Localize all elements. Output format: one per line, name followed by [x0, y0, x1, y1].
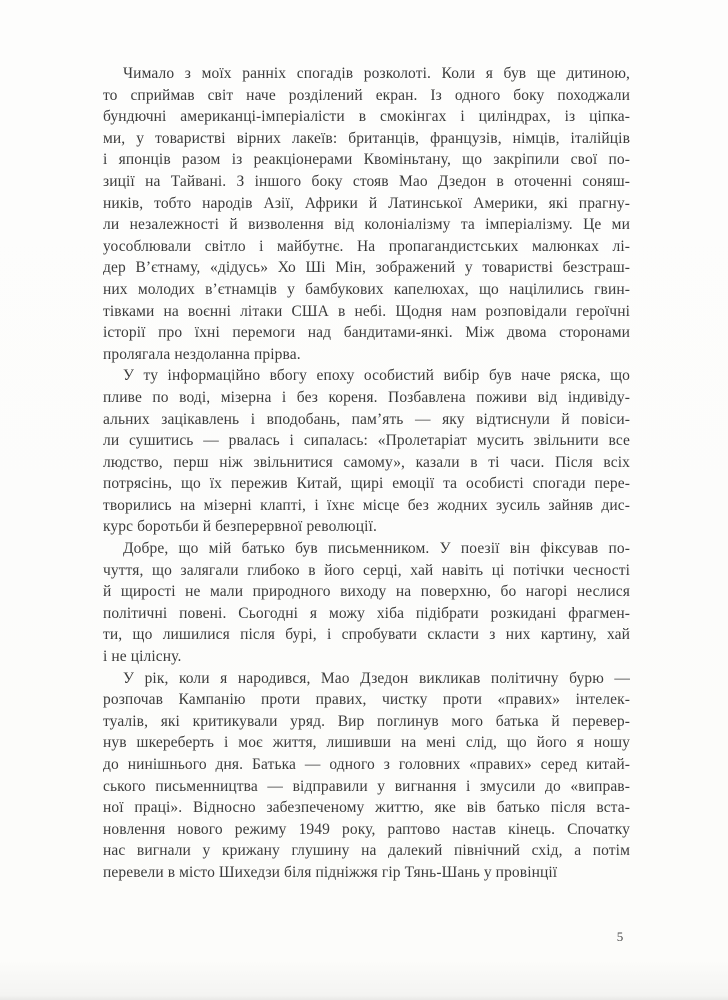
text-line: зиції на Тайвані. З іншого боку стояв Мао Дзедон в оточенні соняш-: [103, 172, 630, 190]
paragraph: [103, 668, 630, 884]
text-line: новлення нового режиму 1949 року, раптово настав кінець. Спочатку: [103, 820, 630, 838]
paragraph: [103, 538, 630, 668]
text-line: ми, у товаристві вірних лакеїв: британців, французів, німців, італійців: [103, 129, 630, 147]
text-line: ли незалежності й визволення від колоніалізму та імперіалізму. Це ми: [103, 216, 630, 234]
text-line: творились на мізерні клапті, і їхнє місце без жодних зусиль зайняв дис-: [103, 496, 630, 514]
text-line: Добре, що мій батько був письменником. У поезії він фіксував по-: [123, 540, 630, 558]
paragraph: [103, 63, 630, 365]
text-line: пролягала нездоланна прірва.: [103, 345, 301, 363]
text-line: чуття, що залягали глибоко в його серці, хай навіть ці потічки чесності: [103, 561, 630, 579]
text-line: розпочав Кампанію проти правих, чистку проти «правих» інтелек-: [103, 691, 630, 709]
text-line: й щирості не мали природного виходу на поверхню, бо нагорі неслися: [103, 583, 630, 601]
text-line: ського письменництва — відправили у вигнання і змусили до «виправ-: [103, 777, 630, 795]
text-line: У рік, коли я народився, Мао Дзедон викликав політичну бурю —: [123, 669, 630, 687]
text-line: нув шкереберть і моє життя, лишивши на мені слід, що його я ношу: [103, 734, 630, 752]
text-line: туалів, які критикували уряд. Вир поглинув мого батька й перевер-: [103, 712, 630, 730]
text-line: уособлювали світло і майбутнє. На пропагандистських малюнках лі-: [103, 237, 630, 255]
text-line: ної праці». Відносно забезпеченому життю, яке вів батько після вста-: [103, 799, 630, 817]
text-line: і не цілісну.: [103, 648, 182, 666]
text-line: людство, перш ніж звільнитися самому», казали в ті часи. Після всіх: [103, 453, 630, 471]
text-line: і японців разом із реакціонерами Квоміньтану, що закріпили свої по-: [103, 151, 630, 169]
text-line: альних зацікавлень і вподобань, пам’ять — яку відтиснули й повіси-: [103, 410, 630, 428]
text-line: дер В’єтнаму, «дідусь» Хо Ші Мін, зображений у товаристві безстраш-: [103, 259, 630, 277]
text-line: тівками на воєнні літаки США в небі. Щодня нам розповідали героїчні: [103, 302, 630, 320]
text-line: них молодих в’єтнамців у бамбукових капелюхах, що націлились гвин-: [103, 280, 630, 298]
text-line: до нинішнього дня. Батька — одного з головних «правих» серед китай-: [103, 756, 630, 773]
text-line: нас вигнали у крижану глушину на далекий північний схід, а потім: [103, 842, 630, 860]
text-line: Чимало з моїх ранніх спогадів розколоті. Коли я був ще дитиною,: [123, 65, 630, 82]
text-line: бундючні американці-імперіалісти в смокінгах і циліндрах, із ціпка-: [103, 108, 630, 126]
page-number: 5: [616, 929, 624, 944]
text-line: потрясінь, що їх пережив Китай, щирі емоції та особисті спогади пере-: [103, 475, 630, 493]
text-line: то сприймав світ наче розділений екран. Із одного боку походжали: [103, 86, 630, 104]
text-line: ників, тобто народів Азії, Африки й Латинської Америки, які прагну-: [103, 194, 630, 212]
text-line: ли сушитись — рвалась і сипалась: «Пролетаріат мусить звільнити все: [103, 432, 630, 450]
text-line: пливе по воді, мізерна і без кореня. Позбавлена поживи від індивіду-: [103, 388, 630, 406]
text-line: У ту інформаційно вбогу епоху особистий вибір був наче ряска, що: [123, 367, 630, 385]
text-line: історії про їхні перемоги над бандитами-янкі. Між двома сторонами: [103, 324, 630, 342]
paragraph: [103, 365, 630, 538]
text-line: курс боротьби й безперервної революції.: [103, 518, 377, 536]
page-body-text: [103, 63, 630, 884]
text-line: перевели в місто Шихедзи біля підніжжя гір Тянь-Шань у провінції: [103, 863, 558, 881]
text-line: політичні повені. Сьогодні я можу хіба підібрати розкидані фрагмен-: [103, 604, 630, 622]
text-line: ти, що лишилися після бурі, і спробувати скласти з них картину, хай: [103, 626, 630, 644]
